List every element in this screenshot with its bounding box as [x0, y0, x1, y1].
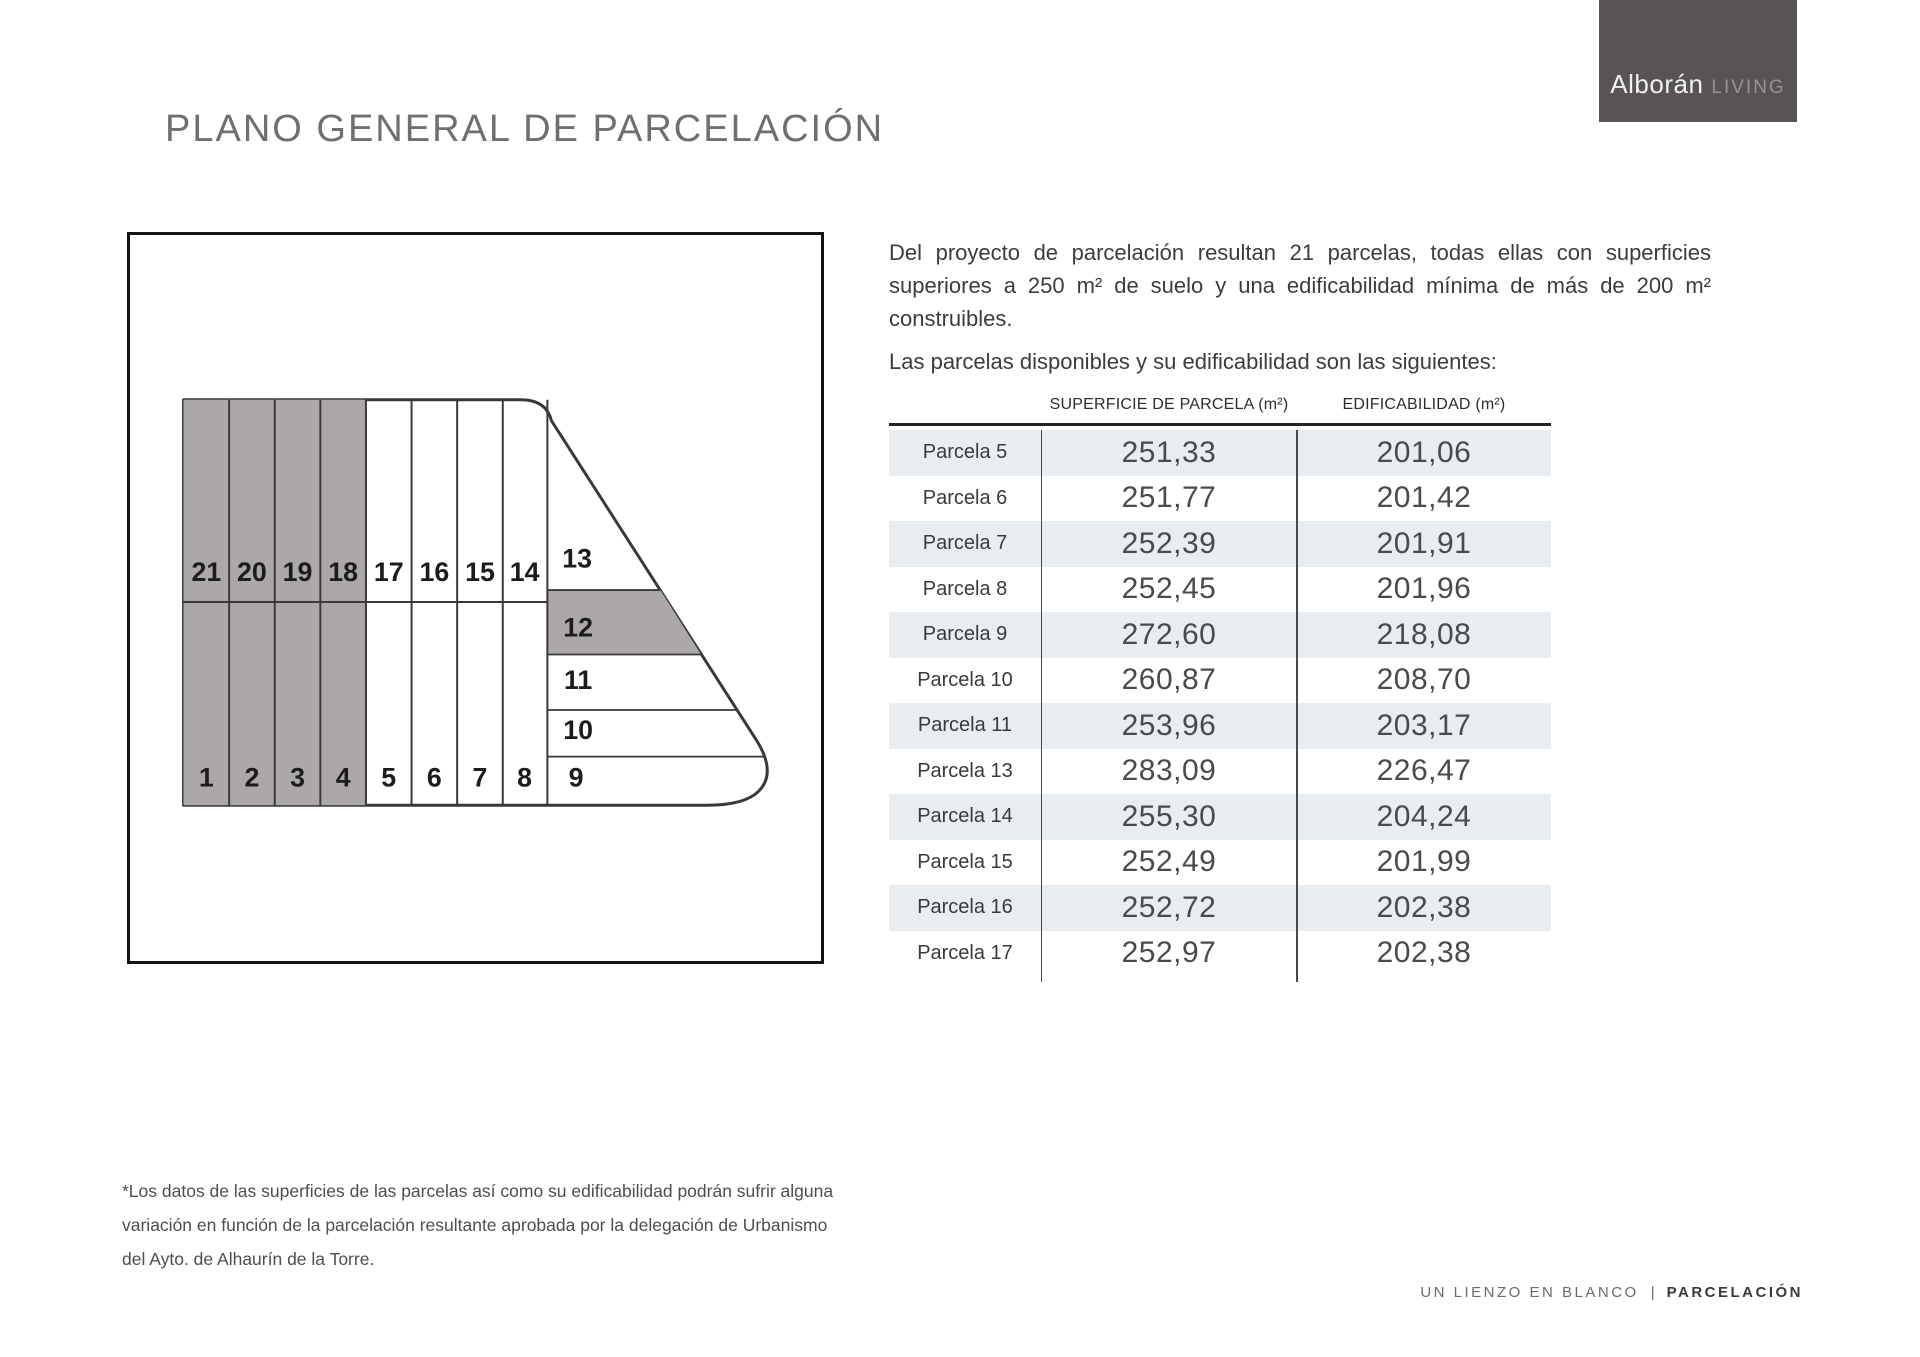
footnote: *Los datos de las superficies de las parcelas así como su edificabilidad podrán sufrir alguna variación en función de la parcelación resultante aprobada por la delegación de Urbanismo del Ayto. de Alhaurín de la Torre.: [122, 1181, 834, 1269]
parcel-label-18: 18: [328, 557, 359, 588]
row-superficie: 272,60: [1121, 617, 1217, 651]
row-edificabilidad: 201,96: [1376, 572, 1472, 606]
parcel-label-3: 3: [290, 762, 305, 793]
table-row: [889, 749, 1551, 795]
parcel-label-16: 16: [419, 557, 450, 588]
parcel-label-1: 1: [198, 762, 214, 793]
intro-paragraph: Del proyecto de parcelación resultan 21 parcelas, todas ellas con superficies superiores a 250 m² de suelo y una edificabilidad mínima de más de 200 m² construibles.: [889, 240, 1711, 331]
parcel-plan-diagram: [130, 235, 821, 961]
table-row: [889, 794, 1551, 840]
row-superficie: 252,39: [1121, 526, 1217, 560]
parcel-label-21: 21: [191, 557, 222, 588]
row-superficie: 251,77: [1121, 481, 1217, 515]
table-row: [889, 567, 1551, 613]
page-title: PLANO GENERAL DE PARCELACIÓN: [165, 108, 885, 150]
parcel-label-19: 19: [282, 557, 313, 588]
table-row: [889, 840, 1551, 886]
row-label: Parcela 13: [917, 759, 1013, 782]
parcel-label-6: 6: [426, 762, 442, 793]
row-edificabilidad: 201,91: [1376, 526, 1472, 560]
row-superficie: 252,72: [1121, 890, 1217, 924]
row-superficie: 255,30: [1121, 799, 1217, 833]
header-edificabilidad: EDIFICABILIDAD (m²): [1342, 396, 1506, 413]
row-label: Parcela 8: [922, 577, 1008, 600]
parcel-label-20: 20: [237, 557, 267, 588]
footer-separator: |: [1650, 1284, 1655, 1301]
table-row: [889, 931, 1551, 977]
row-edificabilidad: 203,17: [1376, 708, 1472, 742]
row-label: Parcela 14: [917, 805, 1013, 828]
parcel-label-12: 12: [563, 612, 593, 643]
header-superficie: SUPERFICIE DE PARCELA (m²): [1049, 396, 1289, 413]
table-header-row: [889, 396, 1551, 423]
row-edificabilidad: 201,42: [1376, 481, 1472, 515]
intro-lead-in: Las parcelas disponibles y su edificabilidad son las siguientes:: [889, 349, 1497, 374]
parcel-label-11: 11: [563, 665, 593, 696]
row-edificabilidad: 218,08: [1376, 617, 1472, 651]
row-superficie: 252,45: [1121, 572, 1217, 606]
brand-name: Alborán: [1610, 69, 1704, 99]
brand-suffix: LIVING: [1711, 77, 1786, 98]
parcel-label-8: 8: [517, 762, 533, 793]
row-edificabilidad: 208,70: [1376, 663, 1472, 697]
table-row: [889, 521, 1551, 567]
table-row: [889, 430, 1551, 476]
footer-location: UN LIENZO EN BLANCO: [1420, 1284, 1639, 1301]
parcel-label-17: 17: [373, 557, 404, 588]
parcel-label-9: 9: [568, 762, 584, 793]
table-row: [889, 476, 1551, 522]
parcel-label-2: 2: [244, 762, 260, 793]
page-footer: [1420, 1284, 1803, 1301]
row-label: Parcela 17: [917, 941, 1013, 964]
row-edificabilidad: 201,06: [1376, 435, 1472, 469]
parcel-label-10: 10: [563, 714, 593, 745]
parcel-label-4: 4: [335, 762, 351, 793]
row-label: Parcela 11: [917, 714, 1013, 737]
parcel-label-13: 13: [562, 543, 593, 574]
table-column-divider-right: [1296, 430, 1298, 982]
row-label: Parcela 10: [917, 668, 1013, 691]
row-label: Parcela 7: [922, 532, 1008, 555]
footer-section: PARCELACIÓN: [1666, 1284, 1803, 1301]
table-column-divider-left: [1041, 430, 1043, 982]
table-row: [889, 703, 1551, 749]
brand-logo: [1610, 69, 1785, 100]
table-row: [889, 612, 1551, 658]
row-label: Parcela 16: [917, 896, 1013, 919]
parcel-label-7: 7: [472, 762, 488, 793]
row-superficie: 252,97: [1121, 936, 1217, 970]
brand-logo-box: [1599, 0, 1797, 122]
row-superficie: 252,49: [1121, 845, 1217, 879]
row-label: Parcela 5: [922, 441, 1008, 464]
row-edificabilidad: 204,24: [1376, 799, 1472, 833]
row-label: Parcela 15: [917, 850, 1013, 873]
table-body: [889, 430, 1551, 976]
table-row: [889, 658, 1551, 704]
parcel-label-5: 5: [381, 762, 397, 793]
parcels-table: [889, 396, 1551, 976]
row-edificabilidad: 202,38: [1376, 936, 1472, 970]
row-edificabilidad: 226,47: [1376, 754, 1472, 788]
row-superficie: 251,33: [1121, 435, 1217, 469]
row-label: Parcela 6: [922, 486, 1008, 509]
row-edificabilidad: 201,99: [1376, 845, 1472, 879]
row-edificabilidad: 202,38: [1376, 890, 1472, 924]
parcel-plan-box: [127, 232, 824, 964]
row-superficie: 283,09: [1121, 754, 1217, 788]
parcel-label-15: 15: [465, 557, 495, 588]
row-label: Parcela 9: [922, 623, 1008, 646]
parcel-label-14: 14: [509, 557, 540, 588]
row-superficie: 260,87: [1121, 663, 1217, 697]
table-row: [889, 885, 1551, 931]
table-top-rule: [889, 423, 1551, 426]
row-superficie: 253,96: [1121, 708, 1217, 742]
